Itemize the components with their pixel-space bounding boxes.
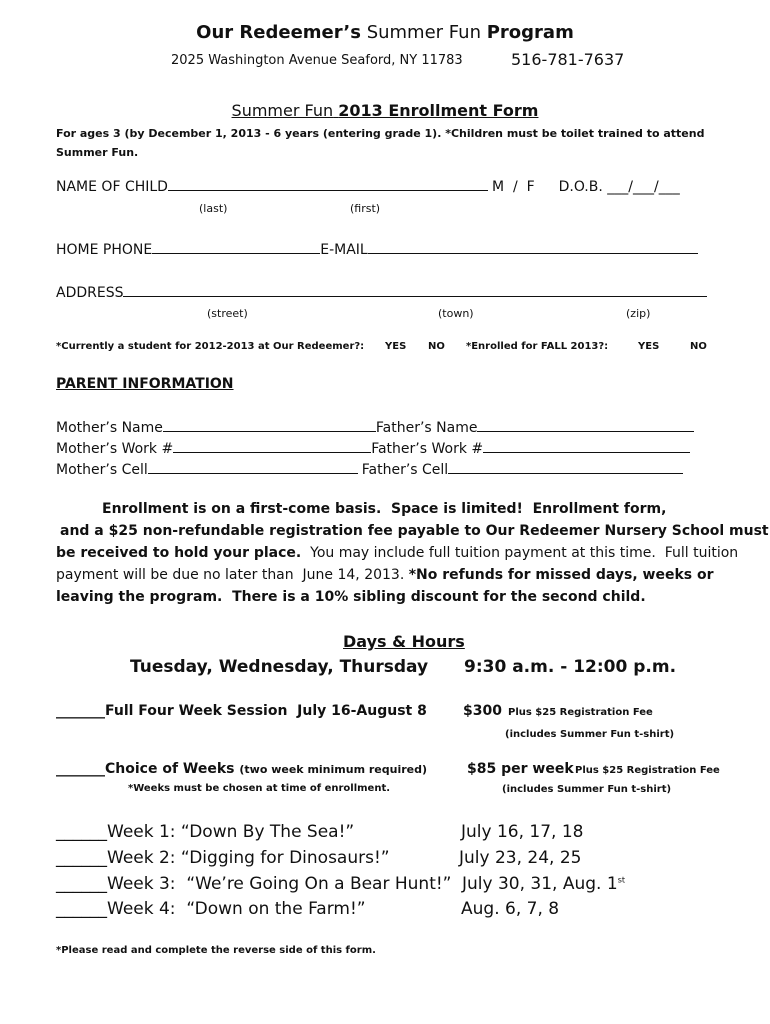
father-name-field[interactable] [477,419,694,432]
father-name-label: Father’s Name [375,420,478,436]
week-1-option[interactable]: ______Week 1: “Down By The Sea!” [56,822,355,842]
fall-yes[interactable]: YES [638,341,660,352]
choice-weeks-option[interactable]: _______Choice of Weeks (two week minimum required) [56,761,428,777]
fall-question: *Enrolled for FALL 2013?: [466,341,609,352]
parent-heading: PARENT INFORMATION [56,376,234,392]
schedule-days: Tuesday, Wednesday, Thursday [130,657,429,677]
policy-line-4: payment will be due no later than June 14, 2013. *No refunds for missed days, weeks or [56,567,714,583]
father-work-label: Father’s Work # [371,441,484,457]
footer-note: *Please read and complete the reverse side of this form. [56,945,376,956]
father-cell-field[interactable] [448,461,683,474]
week-3-option[interactable]: ______Week 3: “We’re Going On a Bear Hunt!” [56,874,452,894]
current-student-question: *Currently a student for 2012-2013 at Our Redeemer?: [56,341,365,352]
mother-name-label: Mother’s Name [56,420,163,436]
week-4-option[interactable]: ______Week 4: “Down on the Farm!” [56,899,366,919]
sub-street: (street) [207,307,248,320]
full-session-fee: Plus $25 Registration Fee [508,707,653,718]
policy-line-3: be received to hold your place. You may include full tuition payment at this time. Full tuition [56,545,739,561]
child-name-label: NAME OF CHILD [56,179,168,195]
week-1-dates: July 16, 17, 18 [461,822,584,842]
week-2-option[interactable]: ______Week 2: “Digging for Dinosaurs!” [56,848,390,868]
email-label: E-MAIL [320,242,368,258]
phone: 516-781-7637 [511,50,625,69]
policy-line-2: and a $25 non-refundable registration fee payable to Our Redeemer Nursery School must [60,523,769,539]
home-phone-field[interactable] [152,241,320,254]
week-4-dates: Aug. 6, 7, 8 [461,899,560,919]
mother-work-label: Mother’s Work # [56,441,174,457]
schedule-heading: Days & Hours [343,632,465,651]
mother-cell-label: Mother’s Cell [56,462,148,478]
choice-weeks-price: $85 per week [467,761,574,777]
form-title: Summer Fun 2013 Enrollment Form [231,101,539,120]
week-2-dates: July 23, 24, 25 [459,848,582,868]
choice-weeks-fee: Plus $25 Registration Fee [575,765,720,776]
program-title: Our Redeemer’s Summer Fun Program [196,22,574,43]
child-name-row [56,178,680,195]
schedule-hours: 9:30 a.m. - 12:00 p.m. [464,657,677,677]
father-cell-label: Father’s Cell [361,462,449,478]
child-name-field[interactable] [168,178,488,191]
father-work-field[interactable] [483,440,690,453]
address-label: ADDRESS [56,285,124,301]
sub-first: (first) [350,202,381,215]
sub-zip: (zip) [626,307,651,320]
phone-email-row [56,241,698,258]
choice-weeks-rule: *Weeks must be chosen at time of enrollment. [128,783,391,794]
sex-options[interactable]: M / F [491,179,535,195]
address-field[interactable] [123,284,707,297]
parent-row-name [56,419,694,436]
week-3-dates: July 30, 31, Aug. 1st [462,874,625,894]
choice-weeks-note: (includes Summer Fun t-shirt) [502,784,672,795]
address: 2025 Washington Avenue Seaford, NY 11783 [171,53,463,68]
mother-work-field[interactable] [173,440,371,453]
address-row [56,284,707,301]
policy-line-1: Enrollment is on a first-come basis. Space is limited! Enrollment form, [102,501,667,517]
dob-field[interactable]: D.O.B. ___/___/___ [558,179,680,195]
fall-no[interactable]: NO [690,341,707,352]
full-session-price: $300 [463,703,502,719]
eligibility-note: For ages 3 (by December 1, 2013 - 6 years (entering grade 1). *Children must be toilet trained to attend Summer Fun. [56,127,705,159]
current-yes[interactable]: YES [385,341,407,352]
parent-row-work [56,440,690,457]
home-phone-label: HOME PHONE [56,242,153,258]
full-session-note: (includes Summer Fun t-shirt) [505,729,675,740]
mother-cell-field[interactable] [148,461,358,474]
sub-town: (town) [438,307,474,320]
policy-line-5: leaving the program. There is a 10% sibling discount for the second child. [56,589,646,605]
email-field[interactable] [368,241,698,254]
current-no[interactable]: NO [428,341,445,352]
sub-last: (last) [199,202,228,215]
mother-name-field[interactable] [163,419,376,432]
full-session-option[interactable]: _______Full Four Week Session July 16-August 8 [56,703,427,719]
parent-row-cell [56,461,683,478]
